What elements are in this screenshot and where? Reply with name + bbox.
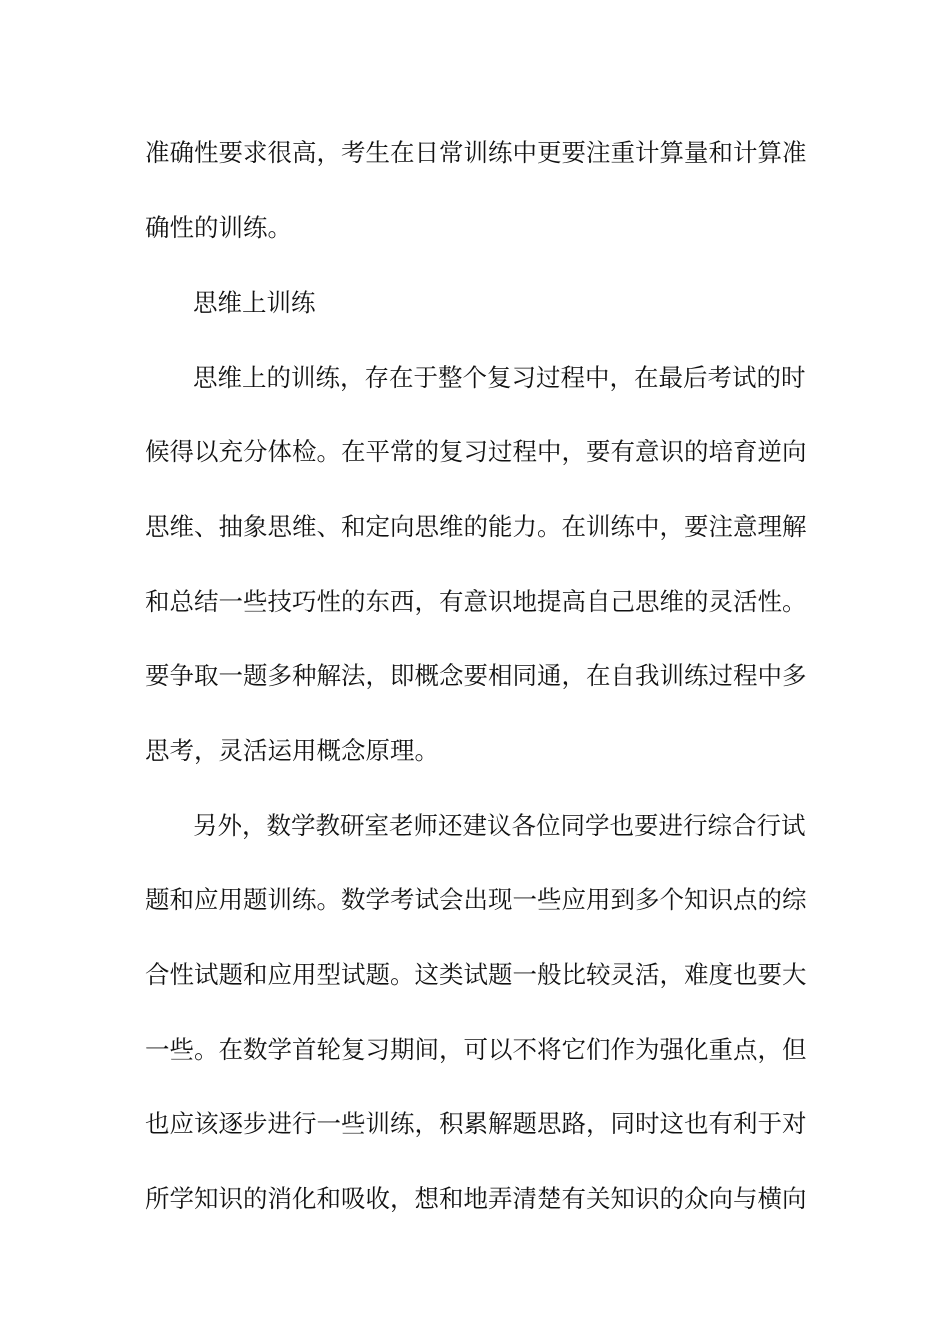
paragraph-line: 一些。在数学首轮复习期间，可以不将它们作为强化重点，但 (145, 1035, 807, 1064)
paragraph-line: 候得以充分体检。在平常的复习过程中，要有意识的培育逆向 (145, 437, 807, 466)
paragraph-line: 也应该逐步进行一些训练，积累解题思路，同时这也有利于对 (145, 1109, 807, 1138)
paragraph-line: 准确性要求很高，考生在日常训练中更要注重计算量和计算准 (145, 138, 807, 167)
paragraph-line: 确性的训练。 (145, 213, 292, 242)
section-heading: 思维上训练 (193, 288, 316, 317)
paragraph-line: 合性试题和应用型试题。这类试题一般比较灵活，难度也要大 (145, 960, 807, 989)
paragraph-line: 要争取一题多种解法，即概念要相同通，在自我训练过程中多 (145, 661, 807, 690)
paragraph-line: 和总结一些技巧性的东西，有意识地提高自己思维的灵活性。 (145, 587, 807, 616)
paragraph-line: 思维上的训练，存在于整个复习过程中，在最后考试的时 (193, 363, 806, 392)
paragraph-line: 另外，数学教研室老师还建议各位同学也要进行综合行试 (193, 811, 806, 840)
paragraph-line: 思维、抽象思维、和定向思维的能力。在训练中，要注意理解 (145, 512, 807, 541)
paragraph-line: 思考，灵活运用概念原理。 (145, 736, 439, 765)
paragraph-line: 所学知识的消化和吸收，想和地弄清楚有关知识的众向与横向 (145, 1184, 807, 1213)
paragraph-line: 题和应用题训练。数学考试会出现一些应用到多个知识点的综 (145, 885, 807, 914)
